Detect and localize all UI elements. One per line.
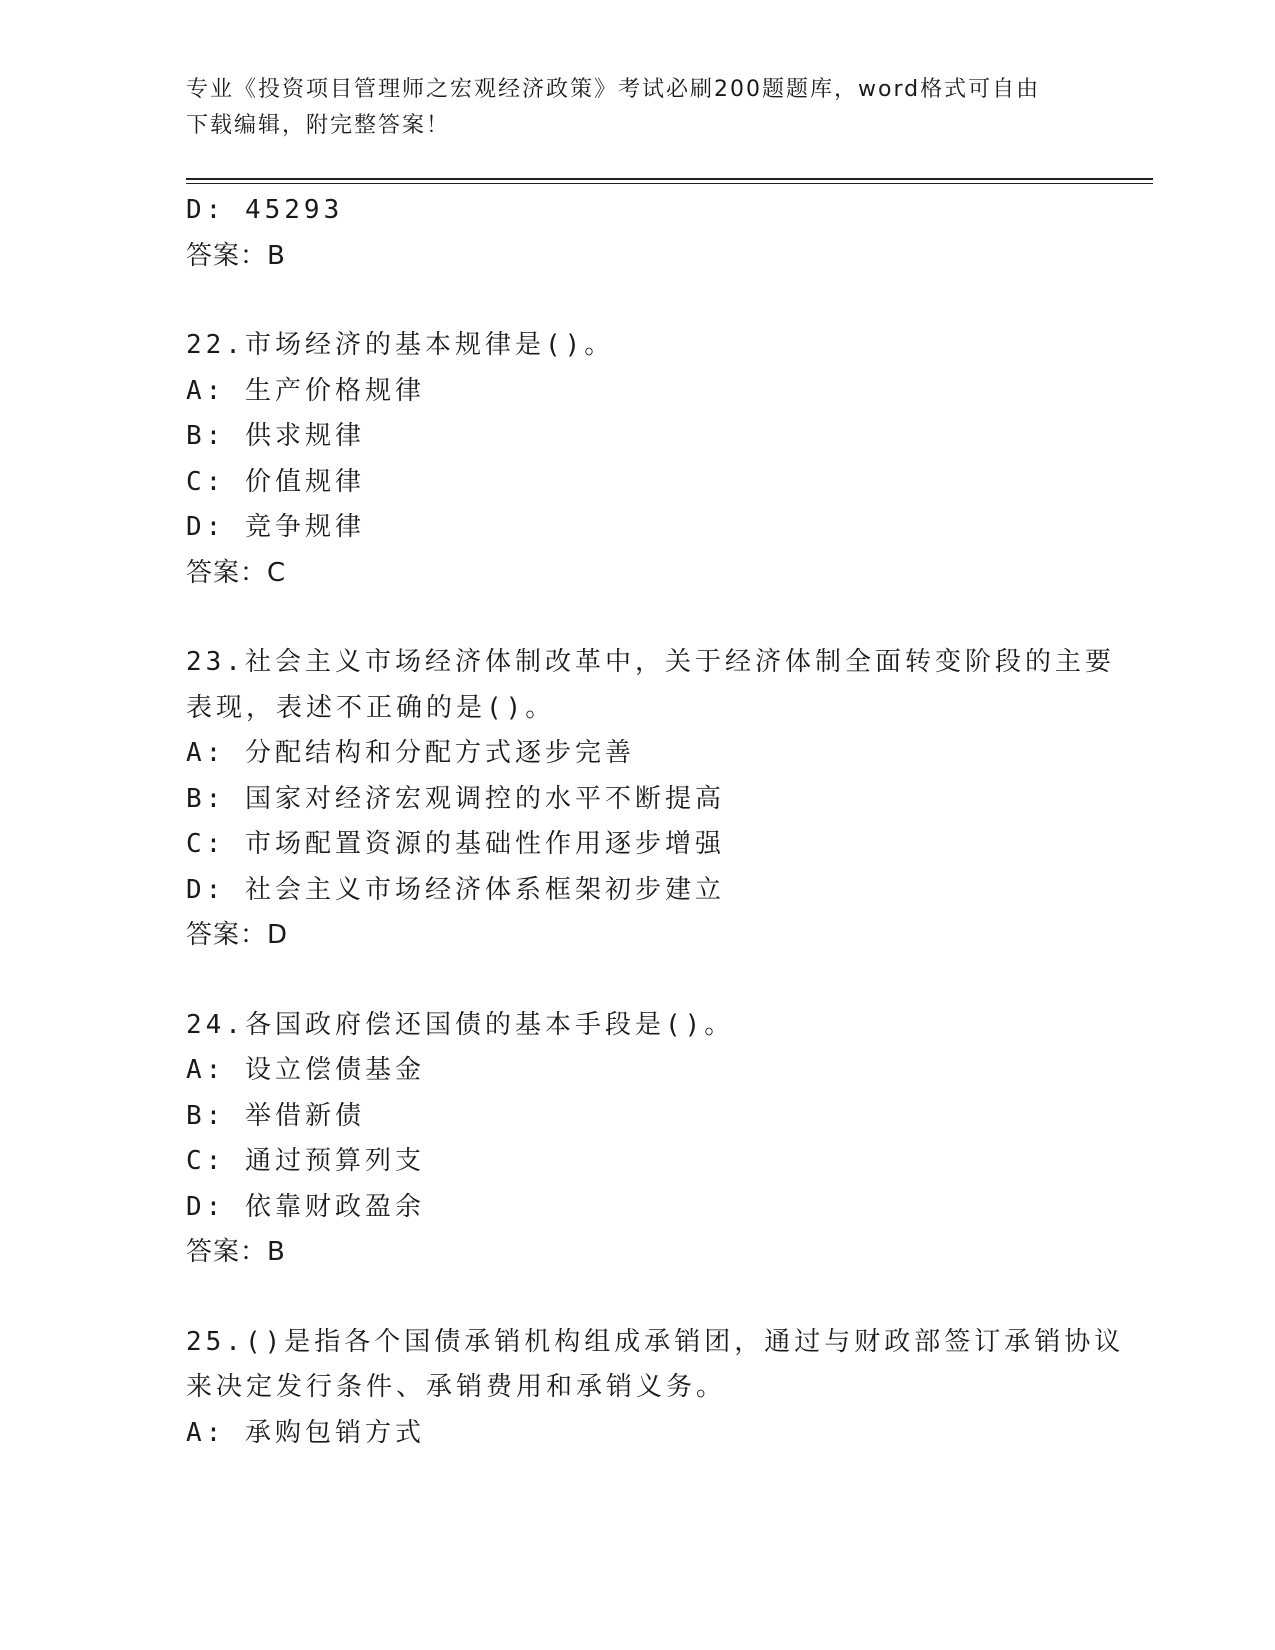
spacer [186,596,1076,640]
option-d: D: 竞争规律 [186,512,365,542]
header-divider-thick [186,178,1153,180]
option-c: C: 通过预算列支 [186,1146,425,1176]
option-a: A: 生产价格规律 [186,375,425,406]
spacer [186,279,1076,323]
option-c: C: 市场配置资源的基础性作用逐步增强 [186,829,725,859]
option-d: D: 社会主义市场经济体系框架初步建立 [186,874,725,905]
option-d: D: 依靠财政盈余 [186,1191,425,1222]
question-block-24 [186,1003,1076,1276]
question-stem: 23.社会主义市场经济体制改革中，关于经济体制全面转变阶段的主要 [186,647,1115,677]
option-a: A: 承购包销方式 [186,1417,425,1448]
option-b: B: 国家对经济宏观调控的水平不断提高 [186,783,725,814]
question-stem-continued: 表现，表述不正确的是()。 [186,692,556,723]
question-content [186,188,1125,1456]
header-divider-thin [186,183,1153,184]
option-b: B: 供求规律 [186,421,365,451]
answer-line: 答案：C [186,557,287,588]
header-title-line-1: 专业《投资项目管理师之宏观经济政策》考试必刷200题题库，word格式可自由 [186,77,1041,102]
option-b: B: 举借新债 [186,1100,365,1131]
question-block-22 [186,323,1076,596]
page-header [186,72,1066,144]
header-title-line-2: 下载编辑，附完整答案！ [186,113,451,138]
option-a: A: 设立偿债基金 [186,1055,425,1085]
answer-line: 答案：B [186,240,286,271]
question-stem: 22.市场经济的基本规律是()。 [186,330,615,360]
option-c: C: 价值规律 [186,466,365,497]
question-stem: 24.各国政府偿还国债的基本手段是()。 [186,1009,735,1040]
question-block-25 [186,1320,1125,1457]
answer-line: 答案：B [186,1237,286,1267]
spacer [186,1276,1076,1320]
question-stem-continued: 来决定发行条件、承销费用和承销义务。 [186,1372,727,1402]
answer-line: 答案：D [186,920,289,950]
question-stem: 25.()是指各个国债承销机构组成承销团，通过与财政部签订承销协议 [186,1326,1125,1357]
question-block-23 [186,640,1115,959]
option-d: D: 45293 [186,195,344,225]
option-a: A: 分配结构和分配方式逐步完善 [186,738,635,768]
spacer [186,959,1076,1003]
